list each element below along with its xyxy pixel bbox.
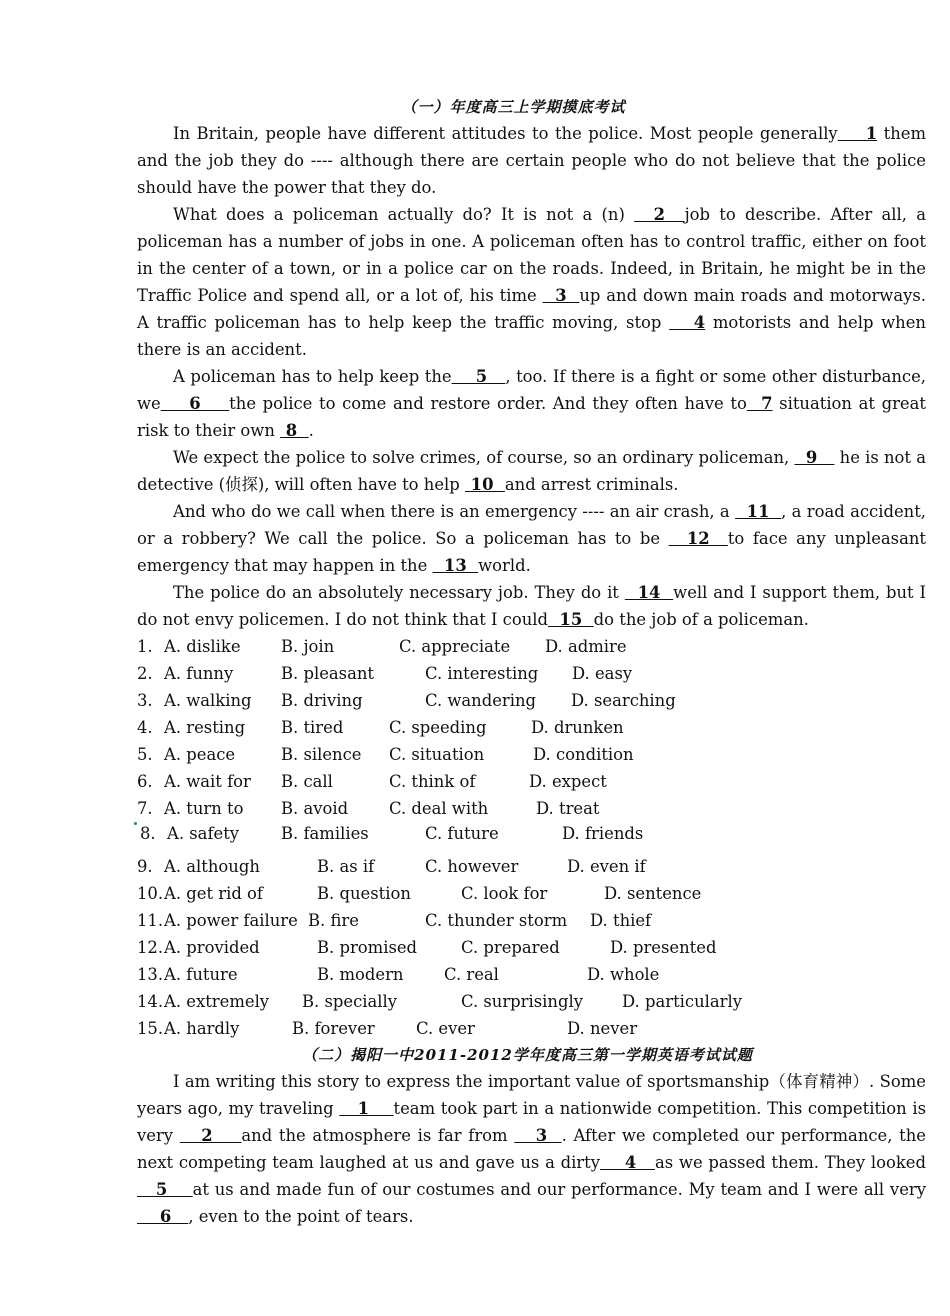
answer-choice: B. modern: [317, 965, 404, 984]
answer-choice: A. peace: [164, 745, 236, 764]
answer-choice: B. as if: [317, 857, 375, 876]
passage-text: What does a policeman actually do? It is not a (n): [173, 205, 635, 224]
answer-choice: D. treat: [536, 799, 600, 818]
question-number: 6.: [137, 772, 153, 791]
question-number: 9.: [137, 857, 153, 876]
answer-choice: B. specially: [302, 992, 398, 1011]
answer-choice: C. speeding: [389, 718, 487, 737]
passage-text: up and down main roads and motorways. A traffic policeman has to help keep the traffic moving, stop: [137, 286, 926, 332]
answer-choice: D. even if: [567, 857, 646, 876]
answer-choice: B. pleasant: [281, 664, 374, 683]
answer-blank: 4: [669, 313, 706, 332]
answer-choice: D. admire: [545, 637, 627, 656]
answer-blank: 2: [179, 1126, 242, 1145]
passage-paragraph: [137, 579, 926, 633]
question-number: 13.: [137, 965, 164, 984]
answer-blank: 10: [464, 475, 505, 494]
answer-choice: D. searching: [571, 691, 676, 710]
option-row-15: [137, 1015, 926, 1042]
passage-text: We expect the police to solve crimes, of course, so an ordinary policeman,: [173, 448, 795, 467]
option-row-4: [137, 714, 926, 741]
answer-choice: B. driving: [281, 691, 363, 710]
answer-choice: B. forever: [292, 1019, 375, 1038]
answer-blank: 14: [624, 583, 674, 602]
answer-choice: D. whole: [587, 965, 660, 984]
answer-choice: A. walking: [164, 691, 252, 710]
option-row-8: [137, 822, 926, 845]
option-row-7: [137, 795, 926, 822]
question-number: 15.: [137, 1019, 164, 1038]
question-number: 3.: [137, 691, 153, 710]
answer-choice: C. look for: [461, 884, 548, 903]
answer-choice: A. wait for: [164, 772, 251, 791]
option-row-6: [137, 768, 926, 795]
question-number: 11.: [137, 911, 164, 930]
passage-text: I am writing this story to express the important value of sportsmanship（体育精神）. Some years ago, my traveling: [137, 1072, 926, 1118]
passage-text: situation at great risk to their own: [137, 394, 926, 440]
answer-blank: 3: [542, 286, 580, 305]
passage-text: to face any unpleasant emergency that may happen in the: [137, 529, 926, 575]
passage-text: , too. If there is a fight or some other disturbance, we: [137, 367, 926, 413]
answer-choice: D. easy: [572, 664, 633, 683]
answer-choice: C. interesting: [425, 664, 539, 683]
answer-blank: 8: [280, 421, 309, 440]
answer-choice: D. expect: [529, 772, 607, 791]
passage-paragraph: [137, 498, 926, 579]
answer-choice: A. resting: [164, 718, 246, 737]
answer-blank: 12: [668, 529, 728, 548]
option-row-3: [137, 687, 926, 714]
passage-text: at us and made fun of our costumes and our performance. My team and I were all very: [192, 1180, 926, 1199]
answer-blank: 11: [735, 502, 782, 521]
passage-text: The police do an absolutely necessary job. They do it: [173, 583, 625, 602]
answer-choice: C. real: [444, 965, 499, 984]
answer-blank: 2: [634, 205, 685, 224]
answer-blank: 15: [548, 610, 594, 629]
answer-choice: C. however: [425, 857, 519, 876]
exam-page: [137, 94, 926, 1230]
answer-choice: C. wandering: [425, 691, 537, 710]
passage-text: as we passed them. They looked: [655, 1153, 926, 1172]
answer-choice: C. deal with: [389, 799, 489, 818]
question-number: 1.: [137, 637, 153, 656]
answer-choice: A. future: [164, 965, 238, 984]
answer-choice: D. condition: [533, 745, 634, 764]
option-row-14: [137, 988, 926, 1015]
answer-blank: 3: [514, 1126, 562, 1145]
question-number: 8.: [140, 824, 156, 843]
passage-paragraph: [137, 1068, 926, 1230]
question-number: 14.: [137, 992, 164, 1011]
answer-choice: A. funny: [164, 664, 234, 683]
option-row-10: [137, 880, 926, 907]
passage-paragraph: [137, 444, 926, 498]
answer-choice: B. join: [281, 637, 335, 656]
passage-text: world.: [478, 556, 531, 575]
answer-choice: C. ever: [416, 1019, 475, 1038]
answer-choice: A. turn to: [164, 799, 244, 818]
passage-text: , a road accident, or a robbery? We call the police. So a policeman has to be: [137, 502, 926, 548]
answer-choice: A. provided: [164, 938, 260, 957]
answer-blank: 1: [339, 1099, 394, 1118]
answer-choice: A. although: [164, 857, 260, 876]
answer-choice: B. call: [281, 772, 333, 791]
passage-text: he is not a detective (侦探), will often have to help: [137, 448, 927, 494]
passage-text: job to describe. After all, a policeman has a number of jobs in one. A policeman often has to control traffic, either on foot in the center of a town, or in a police car on the roads. Indeed, in Britain, he might be in the Traffic Police and spend all, or a lot of, his time: [137, 205, 927, 305]
passage-text: the police to come and restore order. And they often have to: [229, 394, 747, 413]
answer-choice: B. avoid: [281, 799, 349, 818]
answer-choice: D. sentence: [604, 884, 702, 903]
question-number: 10.: [137, 884, 164, 903]
answer-blank: 6: [137, 1207, 189, 1226]
answer-choice: C. thunder storm: [425, 911, 568, 930]
answer-choice: C. situation: [389, 745, 485, 764]
passage-text: well and I support them, but I do not envy policemen. I do not think that I could: [137, 583, 926, 629]
answer-blank: 4: [600, 1153, 655, 1172]
answer-choice: D. never: [567, 1019, 638, 1038]
option-row-12: [137, 934, 926, 961]
passage-text: And who do we call when there is an emergency ---- an air crash, a: [173, 502, 736, 521]
mark-dot: [134, 822, 137, 825]
answer-blank: 13: [432, 556, 479, 575]
answer-choice: A. power failure: [164, 911, 298, 930]
question-number: 4.: [137, 718, 153, 737]
answer-choice: B. families: [281, 824, 369, 843]
passage-paragraph: [137, 363, 926, 444]
passage-text: and arrest criminals.: [504, 475, 679, 494]
passage-text: motorists and help when there is an accident.: [137, 313, 926, 359]
answer-choice: C. surprisingly: [461, 992, 583, 1011]
passage-text: . After we completed our performance, the next competing team laughed at us and gave us a dirty: [137, 1126, 926, 1172]
option-row-5: [137, 741, 926, 768]
passage-paragraph: [137, 201, 926, 363]
answer-choice: A. get rid of: [164, 884, 263, 903]
option-row-11: [137, 907, 926, 934]
answer-choice: B. silence: [281, 745, 362, 764]
passage-text: team took part in a nationwide competition. This competition is very: [137, 1099, 926, 1145]
option-row-1: [137, 633, 926, 660]
question-number: 7.: [137, 799, 153, 818]
answer-blank: 6: [160, 394, 230, 413]
option-row-9: [137, 853, 926, 880]
section-1-passage: [137, 120, 926, 633]
answer-choice: A. extremely: [164, 992, 270, 1011]
answer-blank: 9: [794, 448, 835, 467]
question-number: 5.: [137, 745, 153, 764]
answer-blank: 5: [451, 367, 506, 386]
answer-choice: C. think of: [389, 772, 476, 791]
answer-choice: C. future: [425, 824, 499, 843]
passage-text: In Britain, people have different attitudes to the police. Most people generally: [173, 124, 838, 143]
answer-choice: A. safety: [167, 824, 240, 843]
answer-choice: B. fire: [308, 911, 359, 930]
passage-text: .: [308, 421, 314, 440]
answer-choice: B. promised: [317, 938, 418, 957]
answer-blank: 1: [837, 124, 878, 143]
answer-choice: D. particularly: [622, 992, 742, 1011]
answer-choice: A. hardly: [164, 1019, 240, 1038]
answer-choice: C. appreciate: [399, 637, 511, 656]
option-row-2: [137, 660, 926, 687]
passage-text: A policeman has to help keep the: [173, 367, 452, 386]
passage-text: and the atmosphere is far from: [241, 1126, 515, 1145]
section-2-title: （二）揭阳一中2011-2012学年度高三第一学期英语考试试题: [302, 1046, 753, 1064]
section-2-passage: [137, 1068, 926, 1230]
question-number: 2.: [137, 664, 153, 683]
passage-text: do the job of a policeman.: [593, 610, 809, 629]
answer-choice: D. friends: [562, 824, 644, 843]
answer-choice: C. prepared: [461, 938, 560, 957]
section-1-title: （一）年度高三上学期摸底考试: [401, 98, 626, 116]
question-number: 12.: [137, 938, 164, 957]
option-row-13: [137, 961, 926, 988]
answer-choice: A. dislike: [164, 637, 241, 656]
passage-text: them and the job they do ---- although there are certain people who do not believe that the police should have the power that they do.: [137, 124, 926, 197]
answer-choice: B. question: [317, 884, 411, 903]
answer-choice: D. drunken: [531, 718, 624, 737]
answer-blank: 7: [746, 394, 773, 413]
passage-text: , even to the point of tears.: [188, 1207, 414, 1226]
passage-paragraph: [137, 120, 926, 201]
section-1-options: [137, 633, 926, 1042]
answer-choice: D. presented: [610, 938, 717, 957]
answer-choice: B. tired: [281, 718, 344, 737]
answer-blank: 5: [137, 1180, 193, 1199]
answer-choice: D. thief: [590, 911, 652, 930]
